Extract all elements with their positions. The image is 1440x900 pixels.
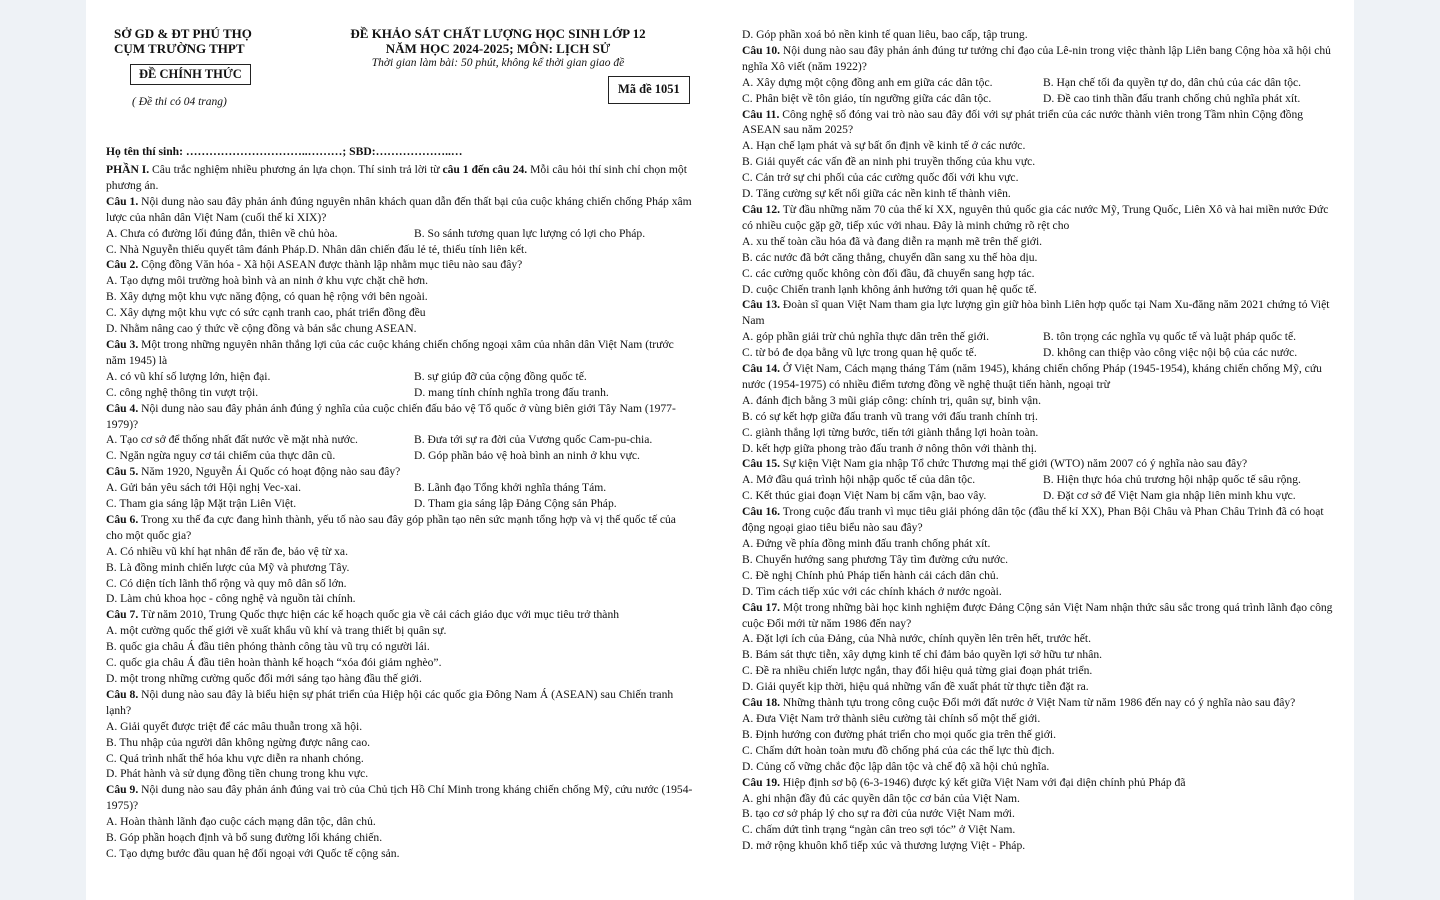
answer-row [742, 266, 1338, 282]
question-number: Câu 16. [742, 505, 781, 519]
answer-row [742, 329, 1338, 345]
question [106, 464, 694, 512]
answer-row [106, 655, 694, 671]
question-number: Câu 4. [106, 401, 139, 415]
answer-option: D. Đề cao tinh thần đấu tranh chống chủ nghĩa phát xít. [1043, 91, 1301, 105]
answer-option: B. Hiện thực hóa chủ trương hội nhập quốc tế sâu rộng. [1043, 473, 1301, 487]
answer-option: C. công nghệ thông tin vượt trội. [106, 385, 259, 399]
answer-row [742, 663, 1338, 679]
answer-option: A. có vũ khí số lượng lớn, hiện đại. [106, 369, 271, 383]
question-stem [106, 194, 694, 226]
answer-row [106, 226, 694, 242]
question-stem [106, 782, 694, 814]
question-number: Câu 14. [742, 362, 781, 376]
question [742, 775, 1338, 855]
answer-row [742, 282, 1338, 298]
question-stem [742, 456, 1338, 472]
answer-row [106, 544, 694, 560]
answer-row [742, 186, 1338, 202]
answer-row [106, 242, 694, 258]
answer-option: A. Hạn chế lạm phát và sự bất ổn định về kinh tế ở các nước. [742, 139, 1026, 153]
answer-option: B. Bám sát thực tiễn, xây dựng kinh tế chỉ đảm bảo quyền lợi sở hữu tư nhân. [742, 648, 1103, 662]
right-questions [742, 43, 1338, 854]
question [106, 257, 694, 337]
question-number: Câu 10. [742, 43, 781, 57]
answer-option: B. Xây dựng một khu vực năng động, có quan hệ rộng với bên ngoài. [106, 290, 428, 304]
header-left [114, 26, 314, 110]
answer-row [106, 385, 694, 401]
answer-row [106, 830, 694, 846]
answer-option: D. không can thiệp vào công việc nội bộ của các nước. [1043, 346, 1298, 360]
answer-row [106, 846, 694, 862]
answer-option: C. Ngăn ngừa nguy cơ tái chiếm của thực dân cũ. [106, 449, 336, 463]
student-info-line: Họ tên thí sinh: …………………………..………; SBD:………………..… [106, 145, 463, 158]
question-text: Từ đầu những năm 70 của thế kỉ XX, nguyên thủ quốc gia các nước Mỹ, Trung Quốc, Liên Xô và hai miền nước Đức có nhiều cuộc gặp gỡ, tiếp xúc với nhau. Đây là minh chứng rõ rệt cho [742, 202, 1329, 232]
question-number: Câu 8. [106, 687, 139, 701]
answer-option: D. Tham gia sáng lập Đảng Cộng sản Pháp. [414, 497, 617, 511]
answer-option: C. Kết thúc giai đoạn Việt Nam bị cấm vận, bao vây. [742, 489, 987, 503]
answer-option: A. Tạo dựng môi trường hoà bình và an ninh ở khu vực chặt chẽ hơn. [106, 274, 428, 288]
answer-row [742, 743, 1338, 759]
part1-tail: Mỗi câu hỏi thí sinh chỉ chọn một phương án. [106, 163, 687, 192]
time-note: Thời gian làm bài: 50 phút, không kể thời gian giao đề [371, 57, 625, 69]
pages-note: ( Đề thi có 04 trang) [132, 96, 227, 108]
answer-row [742, 806, 1338, 822]
answer-row [106, 273, 694, 289]
question-text: Nội dung nào sau đây phản ánh đúng ý nghĩa của cuộc chiến đấu bảo vệ Tổ quốc ở vùng biên giới Tây Nam (1977-1979)? [106, 401, 676, 431]
question-stem [742, 43, 1338, 75]
answer-option: A. góp phần giải trừ chủ nghĩa thực dân trên thế giới. [742, 330, 989, 344]
answer-row [742, 488, 1338, 504]
question-stem [742, 600, 1338, 632]
question-stem [106, 512, 694, 544]
answer-row [106, 814, 694, 830]
answer-row [742, 552, 1338, 568]
answer-row [106, 321, 694, 337]
answer-row [742, 75, 1338, 91]
question-text: Trong cuộc đấu tranh vì mục tiêu giải phóng dân tộc (đầu thế kỉ XX), Phan Bội Châu và Phan Châu Trinh đã có hoạt động ngoại giao tiêu biểu nào sau đây? [742, 505, 1324, 535]
answer-row [742, 711, 1338, 727]
question-stem [742, 107, 1338, 139]
answer-option: C. Tham gia sáng lập Mặt trận Liên Việt. [106, 497, 297, 511]
question-text: Trong xu thế đa cực đang hình thành, yếu tố nào sau đây góp phần tạo nên sức mạnh tổng hợp và vị thế quốc tế của cho một quốc gia? [106, 512, 676, 542]
left-questions [106, 194, 694, 862]
answer-option: A. xu thế toàn cầu hóa đã và đang diễn ra mạnh mẽ trên thế giới. [742, 234, 1043, 248]
answer-option: B. Lãnh đạo Tổng khởi nghĩa tháng Tám. [414, 481, 607, 495]
question-stem [106, 607, 694, 623]
question-number: Câu 9. [106, 783, 139, 797]
question-stem [106, 464, 694, 480]
part1-range: câu 1 đến câu 24. [442, 163, 528, 176]
exam-title: ĐỀ KHẢO SÁT CHẤT LƯỢNG HỌC SINH LỚP 12 [350, 26, 646, 41]
question-stem [742, 504, 1338, 536]
answer-option: D. một trong những cường quốc đổi mới sáng tạo hàng đầu thế giới. [106, 672, 422, 685]
question-number: Câu 13. [742, 298, 781, 312]
question-text: Nội dung nào sau đây phản ánh đúng nguyên nhân khách quan dẫn đến thất bại của cuộc kháng chiến chống Pháp xâm lược của nhân dân Việt Nam (cuối thế kỉ XIX)? [106, 194, 692, 224]
question-number: Câu 19. [742, 775, 781, 789]
answer-row [106, 289, 694, 305]
left-column [106, 22, 694, 862]
answer-option: D. kết hợp giữa phong trào đấu tranh ở nông thôn với thành thị. [742, 441, 1037, 455]
answer-option: D. Phát hành và sử dụng đồng tiền chung trong khu vực. [106, 767, 369, 781]
question-text: Công nghệ số đóng vai trò nào sau đây đối với sự phát triển của các nước thành viên trong Tầm nhìn Cộng đồng ASEAN sau năm 2025? [742, 107, 1304, 137]
question-text: Nội dung nào sau đây là biểu hiện sự phát triển của Hiệp hội các quốc gia Đông Nam Á (ASEAN) sau Chiến tranh lạnh? [106, 687, 674, 717]
question-number: Câu 6. [106, 512, 139, 526]
answer-row [742, 822, 1338, 838]
answer-option: A. Mở đầu quá trình hội nhập quốc tế của dân tộc. [742, 473, 976, 487]
answer-option: A. một cường quốc thế giới về xuất khẩu vũ khí và trang thiết bị quân sự. [106, 624, 447, 638]
answer-row [106, 432, 694, 448]
answer-option: C. Quá trình nhất thể hóa khu vực diễn ra nhanh chóng. [106, 751, 364, 765]
question-stem [106, 257, 694, 273]
question [106, 337, 694, 401]
answer-row [742, 647, 1338, 663]
answer-row [742, 393, 1338, 409]
question [742, 600, 1338, 695]
question-number: Câu 15. [742, 457, 781, 471]
part1-text: Câu trắc nghiệm nhiều phương án lựa chọn. Thí sinh trả lời từ [149, 163, 443, 176]
answer-row [106, 719, 694, 735]
question-stem [742, 202, 1338, 234]
question-stem [106, 687, 694, 719]
question-text: Một trong những nguyên nhân thắng lợi của các cuộc kháng chiến chống ngoại xâm của nhân dân Việt Nam (trước năm 1945) là [106, 337, 674, 367]
answer-row [742, 138, 1338, 154]
answer-option: B. Định hướng con đường phát triển cho mọi quốc gia trên thế giới. [742, 727, 1056, 741]
answer-option: D. Giải quyết kịp thời, hiệu quả những vấn đề xuất phát từ thực tiễn đặt ra. [742, 680, 1089, 694]
department-name: SỞ GD & ĐT PHÚ THỌ [114, 26, 252, 41]
answer-row [742, 472, 1338, 488]
answer-row [742, 679, 1338, 695]
answer-row [106, 591, 694, 607]
answer-option: B. Góp phần hoạch định và bổ sung đường lối kháng chiến. [106, 831, 383, 845]
question [742, 695, 1338, 775]
question [742, 202, 1338, 297]
answer-option: A. Đứng về phía đồng minh đấu tranh chống phát xít. [742, 537, 991, 550]
answer-option: B. tạo cơ sở pháp lý cho sự ra đời của nước Việt Nam mới. [742, 807, 1015, 821]
answer-option: A. Có nhiều vũ khí hạt nhân để răn đe, bảo vệ từ xa. [106, 544, 348, 558]
question-stem [106, 337, 694, 369]
question-number: Câu 18. [742, 696, 781, 710]
answer-option: C. Đề ra nhiều chiến lược ngắn, thay đổi hiệu quả từng giai đoạn phát triển. [742, 664, 1093, 678]
answer-option: A. ghi nhận đầy đủ các quyền dân tộc cơ bản của Việt Nam. [742, 791, 1020, 805]
answer-option: C. Cản trở sự chi phối của các cường quốc đối với khu vực. [742, 171, 1019, 185]
answer-row [106, 766, 694, 782]
question-stem [742, 775, 1338, 791]
question-text: Nội dung nào sau đây phản ánh đúng tư tưởng chỉ đạo của Lê-nin trong việc thành lập Liên bang Cộng hòa xã hội chủ nghĩa Xô viết (năm 1922)? [742, 43, 1331, 73]
answer-option: B. sự giúp đỡ của cộng đồng quốc tế. [414, 369, 587, 383]
part1-label: PHẦN I. [106, 163, 150, 176]
answer-option: A. Gửi bản yêu sách tới Hội nghị Vec-xai. [106, 481, 302, 495]
answer-row [742, 791, 1338, 807]
answer-option: C. Xây dựng một khu vực có sức cạnh tranh cao, phát triển đồng đều [106, 306, 426, 320]
answer-option: C. Phân biệt về tôn giáo, tín ngưỡng giữa các dân tộc. [742, 91, 992, 105]
question-text: Những thành tựu trong công cuộc Đổi mới đất nước ở Việt Nam từ năm 1986 đến nay có ý nghĩa nào sau đây? [780, 696, 1296, 710]
answer-option: D. Tăng cường sự kết nối giữa các nền kinh tế thành viên. [742, 187, 1011, 201]
question-text: Sự kiện Việt Nam gia nhập Tổ chức Thương mại thế giới (WTO) năm 2007 có ý nghĩa nào sau đây? [780, 457, 1248, 471]
answer-option: D. Đặt cơ sở để Việt Nam gia nhập liên minh khu vực. [1043, 489, 1296, 503]
answer-row [742, 759, 1338, 775]
answer-row [106, 751, 694, 767]
question [106, 607, 694, 687]
answer-option: A. Đưa Việt Nam trở thành siêu cường tài chính số một thế giới. [742, 711, 1041, 725]
answer-row [106, 576, 694, 592]
answer-option: C. Chấm dứt hoàn toàn mưu đồ chống phá của các thế lực thù địch. [742, 743, 1055, 757]
answer-option: C. Nhà Nguyễn thiếu quyết tâm đánh Pháp.D. Nhân dân chiến đấu lẻ tẻ, thiếu tính liên kết. [106, 242, 528, 256]
answer-option: C. từ bỏ đe dọa bằng vũ lực trong quan hệ quốc tế. [742, 346, 977, 360]
answer-row [106, 671, 694, 687]
answer-option: B. Giải quyết các vấn đề an ninh phi truyền thống của khu vực. [742, 155, 1036, 169]
right-column [742, 27, 1338, 854]
answer-row [742, 727, 1338, 743]
answer-row [742, 345, 1338, 361]
answer-option: B. Thu nhập của người dân không ngừng được nâng cao. [106, 735, 371, 749]
answer-option: D. Củng cố vững chắc độc lập dân tộc và chế độ xã hội chủ nghĩa. [742, 759, 1050, 773]
carryover-option: D. Góp phần xoá bỏ nền kinh tế quan liêu, bao cấp, tập trung. [742, 28, 1028, 41]
answer-option: A. Đặt lợi ích của Đảng, của Nhà nước, chính quyền lên trên hết, trước hết. [742, 632, 1092, 646]
answer-row [106, 448, 694, 464]
answer-row [106, 639, 694, 655]
question-number: Câu 7. [106, 608, 139, 622]
answer-option: D. Góp phần bảo vệ hoà bình an ninh ở khu vực. [414, 449, 640, 463]
question-text: Nội dung nào sau đây phản ánh đúng vai trò của Chủ tịch Hồ Chí Minh trong kháng chiến chống Mỹ, cứu nước (1954-1975)? [106, 783, 693, 813]
exam-code-box: Mã đề 1051 [608, 76, 690, 104]
question-text: Hiệp định sơ bộ (6-3-1946) được ký kết giữa Việt Nam với đại diện chính phủ Pháp đã [780, 775, 1186, 789]
question [742, 43, 1338, 107]
answer-row [106, 480, 694, 496]
answer-row [742, 568, 1338, 584]
question-number: Câu 11. [742, 107, 780, 121]
answer-option: A. đánh địch bằng 3 mũi giáp công: chính trị, quân sự, binh vận. [742, 393, 1041, 407]
answer-row [106, 369, 694, 385]
question-text: Một trong những bài học kinh nghiệm được Đảng Cộng sản Việt Nam nhận thức sâu sắc trong quá trình lãnh đạo công cuộc Đổi mới từ năm 1986 đến nay? [742, 600, 1333, 630]
answer-option: D. cuộc Chiến tranh lạnh không ảnh hưởng tới quan hệ quốc tế. [742, 282, 1037, 296]
answer-row [106, 560, 694, 576]
answer-row [742, 409, 1338, 425]
question-number: Câu 12. [742, 202, 781, 216]
answer-row [742, 536, 1338, 552]
question [742, 361, 1338, 456]
answer-option: C. giành thắng lợi từng bước, tiến tới giành thắng lợi hoàn toàn. [742, 425, 1039, 439]
question [106, 782, 694, 862]
answer-option: B. tôn trọng các nghĩa vụ quốc tế và luật pháp quốc tế. [1043, 330, 1297, 344]
answer-row [742, 91, 1338, 107]
answer-option: D. mở rộng khuôn khổ tiếp xúc và thương lượng Việt - Pháp. [742, 839, 1026, 853]
answer-row [106, 305, 694, 321]
answer-row [742, 250, 1338, 266]
answer-option: A. Giải quyết được triệt để các mâu thuẫn trong xã hội. [106, 719, 363, 733]
question-number: Câu 3. [106, 337, 139, 351]
question-text: Năm 1920, Nguyễn Ái Quốc có hoạt động nào sau đây? [138, 465, 401, 479]
question-text: Cộng đồng Văn hóa - Xã hội ASEAN được thành lập nhằm mục tiêu nào sau đây? [138, 258, 523, 272]
answer-row [742, 170, 1338, 186]
answer-option: B. Chuyển hướng sang phương Tây tìm đường cứu nước. [742, 552, 1009, 566]
exam-sheet [86, 0, 1354, 900]
answer-option: C. Tạo dựng bước đầu quan hệ đối ngoại với Quốc tế cộng sản. [106, 846, 400, 860]
answer-row [742, 441, 1338, 457]
answer-option: C. chấm dứt tình trạng “ngàn cân treo sợi tóc” ở Việt Nam. [742, 823, 1016, 837]
answer-option: B. So sánh tương quan lực lượng có lợi cho Pháp. [414, 226, 646, 240]
answer-option: B. Hạn chế tối đa quyền tự do, dân chủ của các dân tộc. [1043, 75, 1302, 89]
answer-option: D. mang tính chính nghĩa trong đấu tranh. [414, 385, 609, 399]
answer-option: C. Đề nghị Chính phủ Pháp tiến hành cải cách dân chủ. [742, 568, 999, 582]
question-stem [742, 695, 1338, 711]
answer-option: C. các cường quốc không còn đối đầu, đã chuyển sang hợp tác. [742, 266, 1035, 280]
official-badge: ĐỀ CHÍNH THỨC [130, 64, 251, 85]
question [742, 456, 1338, 504]
school-cluster: CỤM TRƯỜNG THPT [114, 41, 245, 56]
question [106, 512, 694, 607]
answer-row [742, 425, 1338, 441]
answer-row [742, 584, 1338, 600]
answer-row [742, 234, 1338, 250]
answer-option: C. Có diện tích lãnh thổ rộng và quy mô dân số lớn. [106, 576, 347, 590]
question-number: Câu 1. [106, 194, 139, 208]
question-stem [742, 297, 1338, 329]
answer-option: B. có sự kết hợp giữa đấu tranh vũ trang với đấu tranh chính trị. [742, 409, 1038, 423]
question-stem [106, 401, 694, 433]
answer-option: D. Tìm cách tiếp xúc với các chính khách ở nước ngoài. [742, 584, 1002, 598]
answer-row [742, 838, 1338, 854]
exam-header [106, 22, 694, 162]
answer-row [742, 631, 1338, 647]
question-text: Đoàn sĩ quan Việt Nam tham gia lực lượng gìn giữ hòa bình Liên hợp quốc tại Nam Xu-đăng năm 2021 chứng tỏ Việt Nam [742, 298, 1330, 328]
answer-row [106, 496, 694, 512]
part1-instructions [106, 162, 694, 194]
answer-row [106, 623, 694, 639]
question-number: Câu 2. [106, 258, 139, 272]
question-text: Từ năm 2010, Trung Quốc thực hiện các kế hoạch quốc gia về cải cách giáo dục với mục tiêu trở thành [138, 608, 620, 622]
answer-option: B. quốc gia châu Á đầu tiên phóng thành công tàu vũ trụ có người lái. [106, 640, 430, 654]
question [106, 687, 694, 782]
answer-row [742, 154, 1338, 170]
header-center [338, 26, 658, 71]
question-number: Câu 5. [106, 465, 139, 479]
question-stem [742, 361, 1338, 393]
question [742, 504, 1338, 599]
answer-option: A. Chưa có đường lối đúng đắn, thiên về chủ hòa. [106, 226, 338, 240]
exam-year-subject: NĂM HỌC 2024-2025; MÔN: LỊCH SỬ [385, 41, 611, 56]
question [106, 194, 694, 258]
answer-option: D. Làm chủ khoa học - công nghệ và nguồn tài chính. [106, 592, 356, 606]
answer-row [106, 735, 694, 751]
question-text: Ở Việt Nam, Cách mạng tháng Tám (năm 1945), kháng chiến chống Pháp (1945-1954), kháng chiến chống Mỹ, cứu nước (1954-1975) có nhiều điểm tương đồng về nghệ thuật tiến hành, ngoại trừ [742, 362, 1322, 391]
question [742, 297, 1338, 361]
answer-option: B. các nước đã bớt căng thẳng, chuyển dần sang xu thế hòa dịu. [742, 250, 1038, 264]
answer-option: B. Là đồng minh chiến lược của Mỹ và phương Tây. [106, 560, 350, 574]
answer-option: C. quốc gia châu Á đầu tiên hoàn thành kế hoạch “xóa đói giảm nghèo”. [106, 656, 442, 670]
answer-option: A. Hoàn thành lãnh đạo cuộc cách mạng dân tộc, dân chủ. [106, 815, 376, 829]
question [742, 107, 1338, 202]
question-number: Câu 17. [742, 600, 781, 614]
answer-option: A. Xây dựng một cộng đồng anh em giữa các dân tộc. [742, 75, 993, 89]
answer-option: A. Tạo cơ sở để thống nhất đất nước về mặt nhà nước. [106, 433, 358, 447]
question [106, 401, 694, 465]
answer-option: B. Đưa tới sự ra đời của Vương quốc Cam-pu-chia. [414, 433, 653, 447]
answer-option: D. Nhằm nâng cao ý thức về cộng đồng và bản sắc chung ASEAN. [106, 322, 417, 336]
